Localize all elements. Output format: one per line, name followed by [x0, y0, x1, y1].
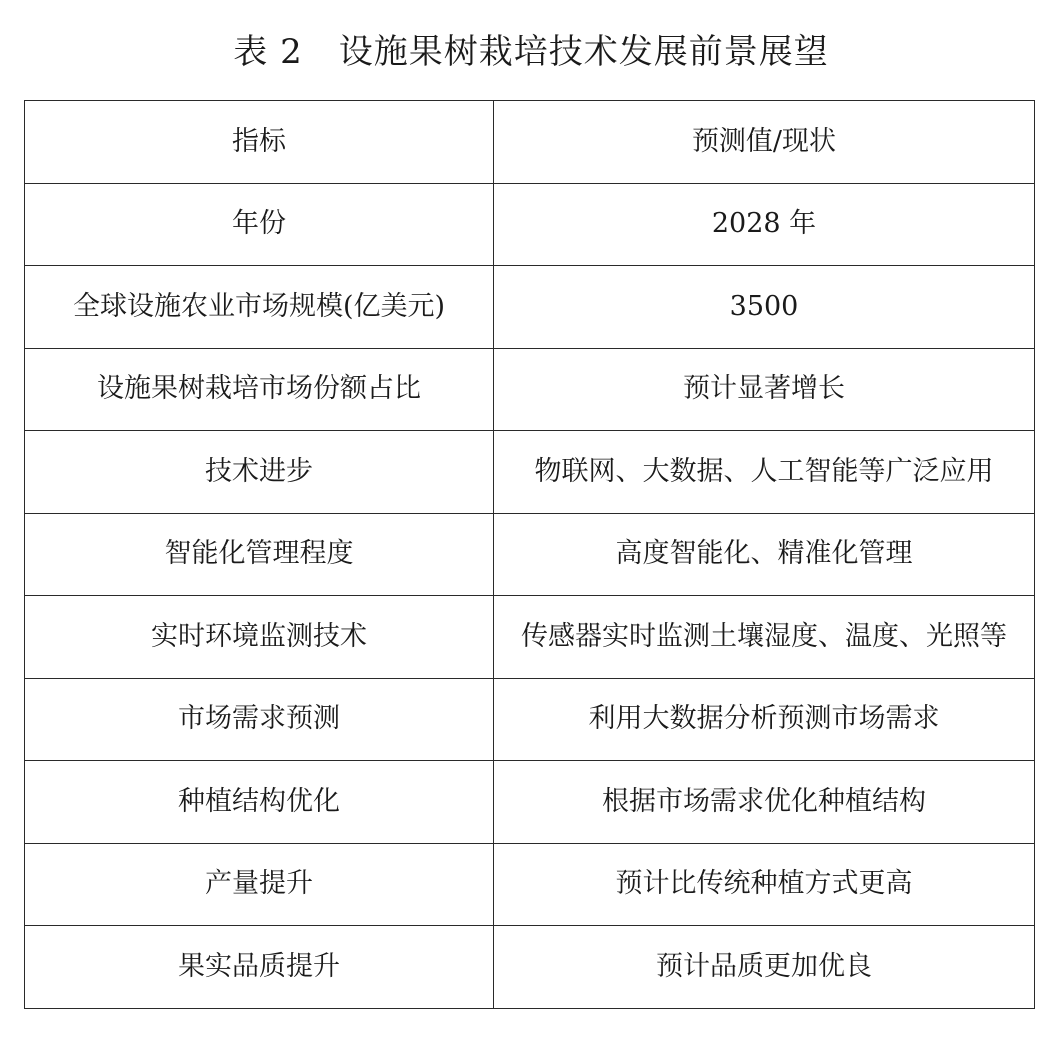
indicator-cell: 年份	[25, 183, 494, 266]
table-row	[25, 678, 1035, 761]
indicator-cell: 智能化管理程度	[25, 513, 494, 596]
table-row	[25, 431, 1035, 514]
table-header-row	[25, 101, 1035, 184]
value-cell: 预计品质更加优良	[494, 926, 1035, 1009]
table-number: 表 2	[233, 32, 303, 72]
table-row	[25, 596, 1035, 679]
table-row	[25, 183, 1035, 266]
indicator-cell: 全球设施农业市场规模(亿美元)	[25, 266, 494, 349]
indicator-cell: 果实品质提升	[25, 926, 494, 1009]
value-cell: 3500	[494, 266, 1035, 349]
indicator-cell: 产量提升	[25, 843, 494, 926]
indicator-cell: 市场需求预测	[25, 678, 494, 761]
value-cell: 预计比传统种植方式更高	[494, 843, 1035, 926]
indicator-cell: 种植结构优化	[25, 761, 494, 844]
table-title: 设施果树栽培技术发展前景展望	[338, 32, 829, 72]
indicator-cell: 设施果树栽培市场份额占比	[25, 348, 494, 431]
table-row	[25, 761, 1035, 844]
value-cell: 利用大数据分析预测市场需求	[494, 678, 1035, 761]
value-cell: 根据市场需求优化种植结构	[494, 761, 1035, 844]
table-caption	[0, 28, 1062, 76]
value-cell: 传感器实时监测土壤湿度、温度、光照等	[494, 596, 1035, 679]
value-cell: 高度智能化、精准化管理	[494, 513, 1035, 596]
indicator-cell: 实时环境监测技术	[25, 596, 494, 679]
table-row	[25, 348, 1035, 431]
header-cell-indicator: 指标	[25, 101, 494, 184]
table-row	[25, 266, 1035, 349]
value-cell: 2028 年	[494, 183, 1035, 266]
table-row	[25, 926, 1035, 1009]
table-row	[25, 513, 1035, 596]
indicator-cell: 技术进步	[25, 431, 494, 514]
value-cell: 预计显著增长	[494, 348, 1035, 431]
header-cell-value: 预测值/现状	[494, 101, 1035, 184]
table-row	[25, 843, 1035, 926]
outlook-table	[24, 100, 1035, 1009]
value-cell: 物联网、大数据、人工智能等广泛应用	[494, 431, 1035, 514]
